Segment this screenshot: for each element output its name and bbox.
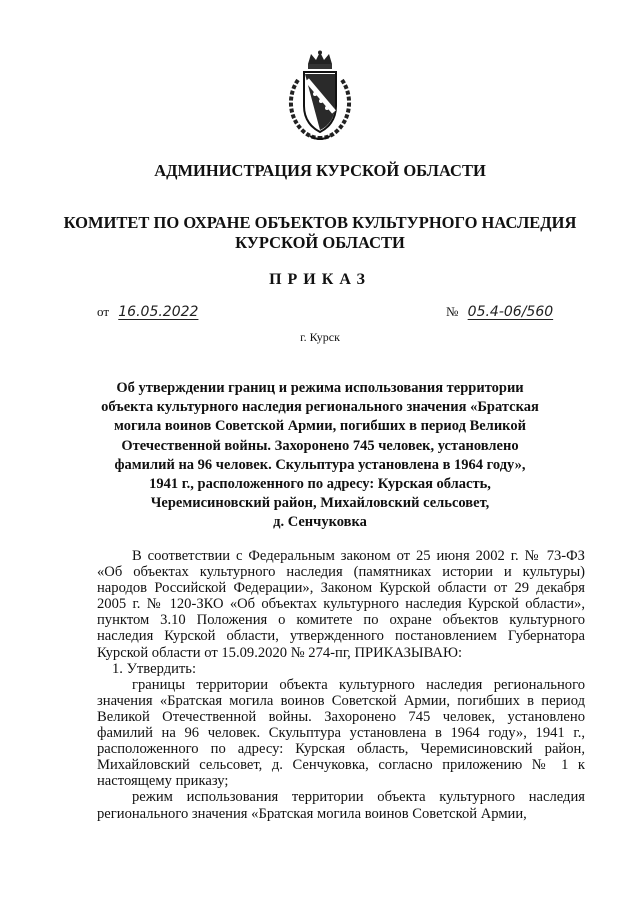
subject-line: Об утверждении границ и режима использования территории [116,380,524,396]
date-field [97,304,198,320]
subject-line: могила воинов Советской Армии, погибших в период Великой [114,418,526,435]
subject-line: 1941 г., расположенного по адресу: Курская область, [149,476,491,493]
subject-line: Отечественной войны. Захоронено 745 человек, установлено [121,437,519,454]
preamble-paragraph: В соответствии с Федеральным законом от 25 июня 2002 г. № 73-ФЗ «Об объектах культурного наследия (памятниках истории и культуры) народов Российской Федерации», Законом Курской области от 29 декабря 2005 г. № 120-ЗКО «Об объектах культурного наследия Курской области», пунктом 3.10 Положения о комитете по охране объектов культурного наследия Курской области, утвержденного постановлением Губернатора Курской области от 15.09.2020 № 274-пг, ПРИКАЗЫВАЮ: [97,548,585,661]
committee-title [0,213,640,253]
number-value: 05.4-06/560 [467,304,554,320]
document-type: ПРИКАЗ [269,271,371,288]
committee-title-line2: КУРСКОЙ ОБЛАСТИ [235,233,405,252]
city-label: г. Курск [300,330,340,344]
number-prefix: № [446,304,459,319]
order-subject [90,379,550,533]
item-1-heading: 1. Утвердить: [112,660,197,677]
order-body [97,548,585,822]
regime-paragraph: режим использования территории объекта культурного наследия регионального значения «Братская могила воинов Советской Армии, [97,789,585,822]
date-value: 16.05.2022 [118,304,199,320]
boundaries-paragraph: границы территории объекта культурного наследия регионального значения «Братская могила воинов Советской Армии, погибших в период Великой Отечественной войны. Захоронено 745 человек, установлено фамилий на 96 человек. Скульптура установлена в 1964 году», 1941 г., расположенного по адресу: Курская область, Черемисиновский район, Михайловский сельсовет, д. Сенчуковка, согласно приложению № 1 к настоящему приказу; [97,676,585,790]
subject-line: фамилий на 96 человек. Скульптура установлена в 1964 году», [114,456,526,473]
date-prefix: от [97,304,110,319]
subject-line: объекта культурного наследия регионального значения «Братская [101,399,539,416]
number-field [446,304,553,320]
subject-line: д. Сенчуковка [273,514,367,531]
administration-title: АДМИНИСТРАЦИЯ КУРСКОЙ ОБЛАСТИ [154,161,486,180]
coat-of-arms-icon [284,50,356,142]
subject-line: Черемисиновский район, Михайловский сельсовет, [150,495,490,512]
committee-title-line1: КОМИТЕТ ПО ОХРАНЕ ОБЪЕКТОВ КУЛЬТУРНОГО НАСЛЕДИЯ [63,213,577,232]
